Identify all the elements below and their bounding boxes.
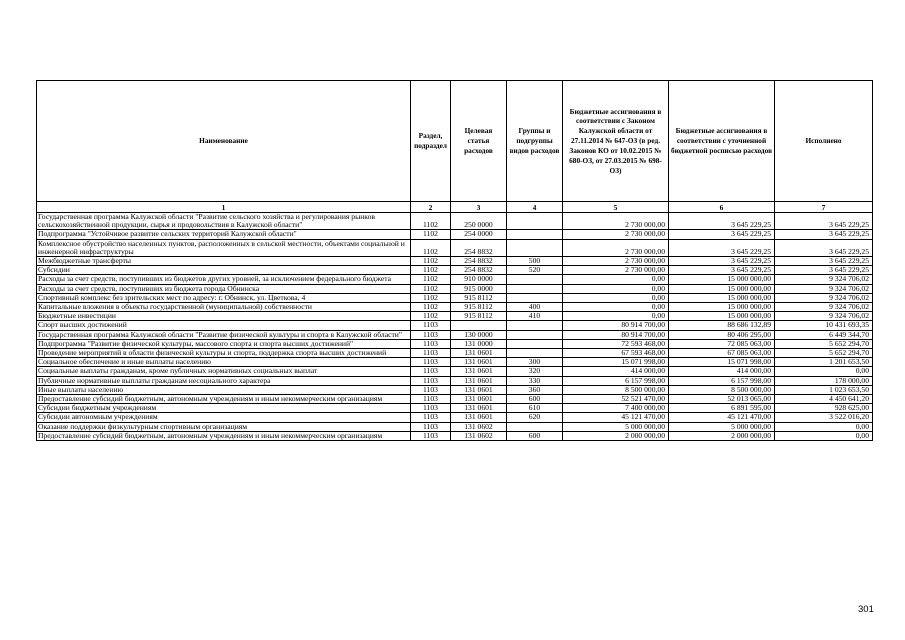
row-budget-list: 15 000 000,00 xyxy=(669,293,775,302)
row-budget-law: 0,00 xyxy=(563,275,669,284)
table-row xyxy=(37,330,873,339)
row-name: Оказание поддержки физкультурным спортивным организациям xyxy=(37,422,411,431)
row-budget-list: 8 500 000,00 xyxy=(669,385,775,394)
header-name: Наименование xyxy=(37,81,411,202)
row-expense-group: 600 xyxy=(507,431,563,440)
row-section: 1102 xyxy=(411,239,451,256)
row-expense-group: 320 xyxy=(507,367,563,376)
row-budget-law: 2 000 000,00 xyxy=(563,431,669,440)
row-section: 1103 xyxy=(411,385,451,394)
table-row xyxy=(37,213,873,230)
row-budget-list: 45 121 470,00 xyxy=(669,413,775,422)
row-section: 1103 xyxy=(411,413,451,422)
row-target-article: 254 8832 xyxy=(451,266,507,275)
header-expense-group: Группы и подгруппы видов расходов xyxy=(507,81,563,202)
row-budget-list: 88 686 132,89 xyxy=(669,321,775,330)
row-expense-group xyxy=(507,239,563,256)
page-number: 301 xyxy=(858,604,874,615)
table-row xyxy=(37,312,873,321)
column-number: 3 xyxy=(451,202,507,213)
row-name: Бюджетные инвестиции xyxy=(37,312,411,321)
row-budget-law: 45 121 470,00 xyxy=(563,413,669,422)
row-budget-law: 2 730 000,00 xyxy=(563,230,669,239)
row-expense-group: 500 xyxy=(507,257,563,266)
table-row xyxy=(37,339,873,348)
table-row xyxy=(37,431,873,440)
row-expense-group: 620 xyxy=(507,413,563,422)
row-budget-list: 3 645 229,25 xyxy=(669,239,775,256)
header-row xyxy=(37,81,873,202)
row-budget-list: 5 000 000,00 xyxy=(669,422,775,431)
row-expense-group: 400 xyxy=(507,303,563,312)
row-target-article: 254 8832 xyxy=(451,239,507,256)
column-number: 2 xyxy=(411,202,451,213)
row-executed: 0,00 xyxy=(775,367,873,376)
row-budget-list: 52 013 065,00 xyxy=(669,395,775,404)
row-budget-law: 6 157 998,00 xyxy=(563,376,669,385)
row-name: Субсидии автономным учреждениям xyxy=(37,413,411,422)
table-row xyxy=(37,404,873,413)
row-budget-law: 67 593 468,00 xyxy=(563,349,669,358)
row-target-article: 915 0000 xyxy=(451,284,507,293)
table-row xyxy=(37,422,873,431)
row-budget-list: 67 085 063,00 xyxy=(669,349,775,358)
row-expense-group: 610 xyxy=(507,404,563,413)
row-executed: 3 645 229,25 xyxy=(775,213,873,230)
row-executed: 3 645 229,25 xyxy=(775,239,873,256)
row-name: Государственная программа Калужской области "Развитие физической культуры и спорта в Калужской области" xyxy=(37,330,411,339)
row-name: Межбюджетные трансферты xyxy=(37,257,411,266)
row-name: Расходы за счет средств, поступивших из бюджета города Обнинска xyxy=(37,284,411,293)
row-budget-law: 0,00 xyxy=(563,303,669,312)
row-section: 1103 xyxy=(411,339,451,348)
row-name: Субсидии бюджетным учреждениям xyxy=(37,404,411,413)
row-section: 1103 xyxy=(411,321,451,330)
column-number: 5 xyxy=(563,202,669,213)
row-budget-law: 2 730 000,00 xyxy=(563,266,669,275)
row-budget-law: 80 914 700,00 xyxy=(563,321,669,330)
row-executed: 9 324 706,02 xyxy=(775,303,873,312)
row-executed: 5 652 294,70 xyxy=(775,339,873,348)
row-executed: 4 450 641,20 xyxy=(775,395,873,404)
row-section: 1103 xyxy=(411,367,451,376)
row-section: 1103 xyxy=(411,358,451,367)
table-row xyxy=(37,367,873,376)
table-row xyxy=(37,275,873,284)
table-row xyxy=(37,395,873,404)
row-section: 1103 xyxy=(411,330,451,339)
row-budget-law: 8 500 000,00 xyxy=(563,385,669,394)
row-budget-list: 3 645 229,25 xyxy=(669,230,775,239)
row-expense-group: 330 xyxy=(507,376,563,385)
row-target-article: 131 0602 xyxy=(451,422,507,431)
row-executed: 6 449 344,70 xyxy=(775,330,873,339)
row-target-article: 130 0000 xyxy=(451,330,507,339)
row-budget-law: 2 730 000,00 xyxy=(563,239,669,256)
row-executed: 10 431 693,35 xyxy=(775,321,873,330)
row-expense-group xyxy=(507,349,563,358)
row-name: Предоставление субсидий бюджетным, автономным учреждениям и иным некоммерческим организациям xyxy=(37,431,411,440)
row-target-article: 910 0000 xyxy=(451,275,507,284)
row-expense-group xyxy=(507,284,563,293)
row-section: 1102 xyxy=(411,266,451,275)
table-body xyxy=(37,213,873,441)
row-target-article: 131 0601 xyxy=(451,395,507,404)
row-name: Социальное обеспечение и иные выплаты населению xyxy=(37,358,411,367)
row-target-article: 915 8112 xyxy=(451,312,507,321)
row-section: 1102 xyxy=(411,284,451,293)
row-budget-list: 414 000,00 xyxy=(669,367,775,376)
row-budget-list: 6 891 595,00 xyxy=(669,404,775,413)
column-number: 4 xyxy=(507,202,563,213)
row-section: 1102 xyxy=(411,275,451,284)
row-target-article: 254 8832 xyxy=(451,257,507,266)
budget-table xyxy=(36,80,873,441)
table-row xyxy=(37,284,873,293)
header-budget-law: Бюджетные ассигнования в соответствии с Законом Калужской области от 27.11.2014 № 647-ОЗ (в ред. Законов КО от 10.02.2015 № 680-ОЗ, от 27.03.2015 № 698-ОЗ) xyxy=(563,81,669,202)
row-executed: 9 324 706,02 xyxy=(775,284,873,293)
row-target-article: 131 0601 xyxy=(451,376,507,385)
row-expense-group: 600 xyxy=(507,395,563,404)
row-name: Капитальные вложения в объекты государственной (муниципальной) собственности xyxy=(37,303,411,312)
row-name: Проведение мероприятий в области физической культуры и спорта, поддержка спорта высших достижений xyxy=(37,349,411,358)
row-section: 1103 xyxy=(411,376,451,385)
row-executed: 5 652 294,70 xyxy=(775,349,873,358)
row-expense-group xyxy=(507,293,563,302)
row-budget-law: 0,00 xyxy=(563,284,669,293)
row-name: Государственная программа Калужской области "Развитие сельского хозяйства и регулирования рынков сельскохозяйственной продукции, сырья и продовольствия в Калужской области" xyxy=(37,213,411,230)
row-section: 1102 xyxy=(411,303,451,312)
row-budget-law: 5 000 000,00 xyxy=(563,422,669,431)
row-section: 1102 xyxy=(411,257,451,266)
row-executed: 3 522 016,20 xyxy=(775,413,873,422)
row-target-article: 254 0000 xyxy=(451,230,507,239)
row-target-article: 131 0601 xyxy=(451,358,507,367)
row-expense-group: 410 xyxy=(507,312,563,321)
row-name: Предоставление субсидий бюджетным, автономным учреждениям и иным некоммерческим организациям xyxy=(37,395,411,404)
row-section: 1103 xyxy=(411,404,451,413)
header-budget-list: Бюджетные ассигнования в соответствии с уточненной бюджетной росписью расходов xyxy=(669,81,775,202)
row-budget-law: 0,00 xyxy=(563,293,669,302)
row-budget-law: 15 071 998,00 xyxy=(563,358,669,367)
row-section: 1102 xyxy=(411,293,451,302)
row-name: Иные выплаты населению xyxy=(37,385,411,394)
column-number: 1 xyxy=(37,202,411,213)
row-expense-group: 360 xyxy=(507,385,563,394)
row-budget-list: 15 071 998,00 xyxy=(669,358,775,367)
column-number-row xyxy=(37,202,873,213)
row-budget-list: 15 000 000,00 xyxy=(669,284,775,293)
row-expense-group: 300 xyxy=(507,358,563,367)
header-target-article: Целевая статья расходов xyxy=(451,81,507,202)
row-budget-list: 3 645 229,25 xyxy=(669,266,775,275)
row-target-article: 915 8112 xyxy=(451,293,507,302)
budget-report-sheet xyxy=(36,80,872,441)
row-section: 1102 xyxy=(411,312,451,321)
row-budget-law: 414 000,00 xyxy=(563,367,669,376)
table-row xyxy=(37,293,873,302)
row-budget-list: 15 000 000,00 xyxy=(669,303,775,312)
row-section: 1102 xyxy=(411,230,451,239)
row-target-article: 915 8112 xyxy=(451,303,507,312)
header-executed: Исполнено xyxy=(775,81,873,202)
row-executed: 3 645 229,25 xyxy=(775,266,873,275)
row-executed: 928 625,00 xyxy=(775,404,873,413)
row-name: Подпрограмма "Развитие физической культуры, массового спорта и спорта высших достижений" xyxy=(37,339,411,348)
row-section: 1103 xyxy=(411,395,451,404)
row-name: Подпрограмма "Устойчивое развитие сельских территорий Калужской области" xyxy=(37,230,411,239)
row-expense-group xyxy=(507,321,563,330)
row-executed: 9 324 706,02 xyxy=(775,312,873,321)
table-row xyxy=(37,376,873,385)
row-budget-law: 80 914 700,00 xyxy=(563,330,669,339)
row-expense-group xyxy=(507,339,563,348)
row-budget-list: 3 645 229,25 xyxy=(669,257,775,266)
row-executed: 0,00 xyxy=(775,431,873,440)
row-budget-law: 72 593 468,00 xyxy=(563,339,669,348)
row-name: Комплексное обустройство населенных пунктов, расположенных в сельской местности, объектами социальной и инженерной инфраструктуры xyxy=(37,239,411,256)
row-name: Субсидии xyxy=(37,266,411,275)
row-executed: 9 324 706,02 xyxy=(775,275,873,284)
table-row xyxy=(37,239,873,256)
row-target-article: 131 0601 xyxy=(451,385,507,394)
row-budget-list: 15 000 000,00 xyxy=(669,312,775,321)
row-budget-list: 72 085 063,00 xyxy=(669,339,775,348)
row-budget-list: 15 000 000,00 xyxy=(669,275,775,284)
row-budget-list: 2 000 000,00 xyxy=(669,431,775,440)
row-name: Публичные нормативные выплаты гражданам несоциального характера xyxy=(37,376,411,385)
row-budget-law: 2 730 000,00 xyxy=(563,257,669,266)
row-executed: 0,00 xyxy=(775,422,873,431)
row-section: 1103 xyxy=(411,349,451,358)
row-name: Спорт высших достижений xyxy=(37,321,411,330)
row-executed: 1 023 653,50 xyxy=(775,385,873,394)
row-budget-list: 3 645 229,25 xyxy=(669,213,775,230)
column-number: 7 xyxy=(775,202,873,213)
row-target-article: 131 0601 xyxy=(451,349,507,358)
row-budget-law: 7 400 000,00 xyxy=(563,404,669,413)
row-expense-group: 520 xyxy=(507,266,563,275)
table-row xyxy=(37,257,873,266)
header-section: Раздел, подраздел xyxy=(411,81,451,202)
row-target-article: 131 0000 xyxy=(451,339,507,348)
row-expense-group xyxy=(507,230,563,239)
row-executed: 1 201 653,50 xyxy=(775,358,873,367)
row-name: Расходы за счет средств, поступивших из бюджетов других уровней, за исключением федерального бюджета xyxy=(37,275,411,284)
row-target-article: 131 0601 xyxy=(451,404,507,413)
table-row xyxy=(37,321,873,330)
row-target-article: 250 0000 xyxy=(451,213,507,230)
row-expense-group xyxy=(507,213,563,230)
table-row xyxy=(37,413,873,422)
table-row xyxy=(37,349,873,358)
row-expense-group xyxy=(507,422,563,431)
row-budget-list: 6 157 998,00 xyxy=(669,376,775,385)
row-section: 1103 xyxy=(411,431,451,440)
row-target-article: 131 0602 xyxy=(451,431,507,440)
row-section: 1103 xyxy=(411,422,451,431)
table-row xyxy=(37,385,873,394)
row-expense-group xyxy=(507,330,563,339)
row-executed: 3 645 229,25 xyxy=(775,257,873,266)
table-row xyxy=(37,266,873,275)
table-row xyxy=(37,303,873,312)
row-budget-law: 2 730 000,00 xyxy=(563,213,669,230)
row-section: 1102 xyxy=(411,213,451,230)
column-number: 6 xyxy=(669,202,775,213)
row-executed: 9 324 706,02 xyxy=(775,293,873,302)
row-budget-list: 80 406 295,00 xyxy=(669,330,775,339)
row-budget-law: 0,00 xyxy=(563,312,669,321)
table-row xyxy=(37,230,873,239)
row-expense-group xyxy=(507,275,563,284)
row-executed: 3 645 229,25 xyxy=(775,230,873,239)
row-name: Спортивный комплекс без зрительских мест по адресу: г. Обнинск, ул. Цветкова, 4 xyxy=(37,293,411,302)
row-target-article: 131 0601 xyxy=(451,367,507,376)
row-name: Социальные выплаты гражданам, кроме публичных нормативных социальных выплат xyxy=(37,367,411,376)
row-target-article: 131 0601 xyxy=(451,413,507,422)
row-executed: 178 000,00 xyxy=(775,376,873,385)
row-target-article xyxy=(451,321,507,330)
table-row xyxy=(37,358,873,367)
row-budget-law: 52 521 470,00 xyxy=(563,395,669,404)
